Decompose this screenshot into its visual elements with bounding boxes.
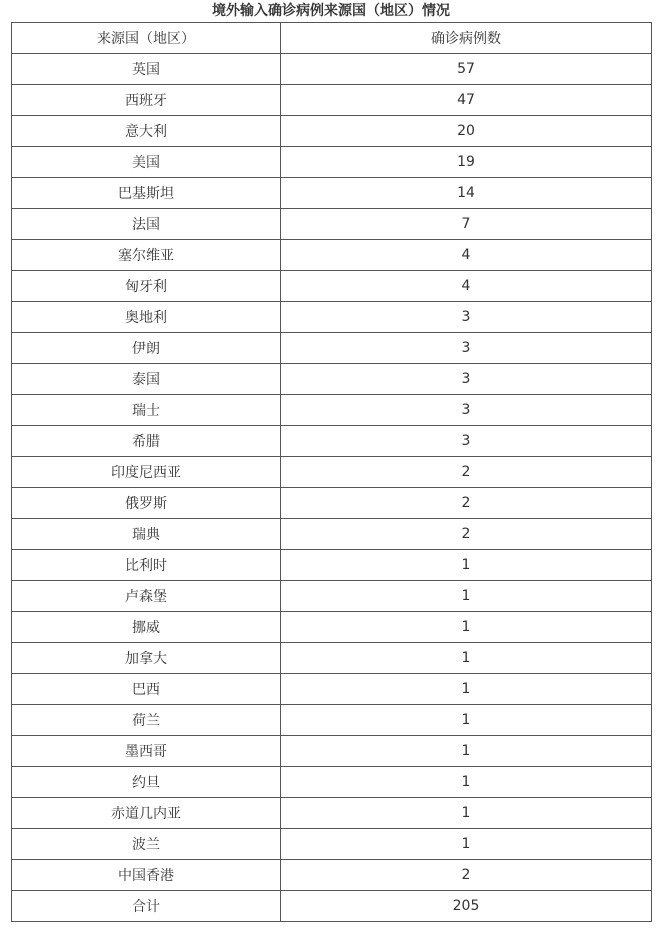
table-row [12, 54, 652, 85]
country-cell: 卢森堡 [12, 581, 281, 612]
country-cell: 中国香港 [12, 860, 281, 891]
total-count: 205 [281, 891, 652, 922]
country-cell: 挪威 [12, 612, 281, 643]
header-country: 来源国（地区） [12, 23, 281, 54]
case-count-cell: 7 [281, 209, 652, 240]
case-count-cell: 1 [281, 705, 652, 736]
table-row [12, 519, 652, 550]
table-row [12, 178, 652, 209]
case-count-cell: 3 [281, 302, 652, 333]
country-cell: 意大利 [12, 116, 281, 147]
table-row [12, 209, 652, 240]
country-cell: 奥地利 [12, 302, 281, 333]
country-cell: 俄罗斯 [12, 488, 281, 519]
country-cell: 波兰 [12, 829, 281, 860]
country-cell: 巴西 [12, 674, 281, 705]
case-count-cell: 4 [281, 271, 652, 302]
country-cell: 墨西哥 [12, 736, 281, 767]
table-row [12, 147, 652, 178]
header-case-count: 确诊病例数 [281, 23, 652, 54]
case-count-cell: 14 [281, 178, 652, 209]
table-row [12, 333, 652, 364]
case-count-cell: 1 [281, 798, 652, 829]
country-cell: 法国 [12, 209, 281, 240]
table-row [12, 364, 652, 395]
table-row [12, 426, 652, 457]
case-count-cell: 2 [281, 519, 652, 550]
case-count-cell: 1 [281, 767, 652, 798]
table-header-row [12, 23, 652, 54]
country-cell: 匈牙利 [12, 271, 281, 302]
case-count-cell: 3 [281, 395, 652, 426]
table-body [12, 23, 652, 922]
case-count-cell: 1 [281, 643, 652, 674]
case-count-cell: 47 [281, 85, 652, 116]
case-count-cell: 1 [281, 736, 652, 767]
table-row [12, 302, 652, 333]
table-row [12, 612, 652, 643]
table-row [12, 550, 652, 581]
country-cell: 加拿大 [12, 643, 281, 674]
table-row [12, 488, 652, 519]
case-count-cell: 3 [281, 426, 652, 457]
country-cell: 西班牙 [12, 85, 281, 116]
case-count-cell: 1 [281, 829, 652, 860]
total-row [12, 891, 652, 922]
table-row [12, 767, 652, 798]
country-cell: 英国 [12, 54, 281, 85]
country-cell: 美国 [12, 147, 281, 178]
country-cell: 塞尔维亚 [12, 240, 281, 271]
table-row [12, 271, 652, 302]
table-row [12, 674, 652, 705]
table-row [12, 705, 652, 736]
case-count-cell: 3 [281, 333, 652, 364]
case-count-cell: 2 [281, 457, 652, 488]
table-row [12, 798, 652, 829]
table-row [12, 829, 652, 860]
country-cell: 巴基斯坦 [12, 178, 281, 209]
table-row [12, 643, 652, 674]
country-cell: 伊朗 [12, 333, 281, 364]
country-cell: 荷兰 [12, 705, 281, 736]
country-cell: 希腊 [12, 426, 281, 457]
table-row [12, 860, 652, 891]
country-cell: 泰国 [12, 364, 281, 395]
case-count-cell: 1 [281, 674, 652, 705]
case-count-cell: 2 [281, 488, 652, 519]
table-row [12, 581, 652, 612]
country-cell: 约旦 [12, 767, 281, 798]
case-count-cell: 1 [281, 612, 652, 643]
case-count-cell: 2 [281, 860, 652, 891]
country-cell: 赤道几内亚 [12, 798, 281, 829]
table-row [12, 395, 652, 426]
table-title: 境外输入确诊病例来源国（地区）情况 [212, 3, 450, 19]
case-count-cell: 20 [281, 116, 652, 147]
country-cell: 瑞典 [12, 519, 281, 550]
table-row [12, 85, 652, 116]
country-cell: 比利时 [12, 550, 281, 581]
imported-cases-table [11, 22, 652, 922]
table-row [12, 736, 652, 767]
country-cell: 瑞士 [12, 395, 281, 426]
table-row [12, 240, 652, 271]
case-count-cell: 4 [281, 240, 652, 271]
total-label: 合计 [12, 891, 281, 922]
case-count-cell: 3 [281, 364, 652, 395]
table-row [12, 457, 652, 488]
country-cell: 印度尼西亚 [12, 457, 281, 488]
case-count-cell: 1 [281, 581, 652, 612]
case-count-cell: 1 [281, 550, 652, 581]
case-count-cell: 19 [281, 147, 652, 178]
table-row [12, 116, 652, 147]
case-count-cell: 57 [281, 54, 652, 85]
